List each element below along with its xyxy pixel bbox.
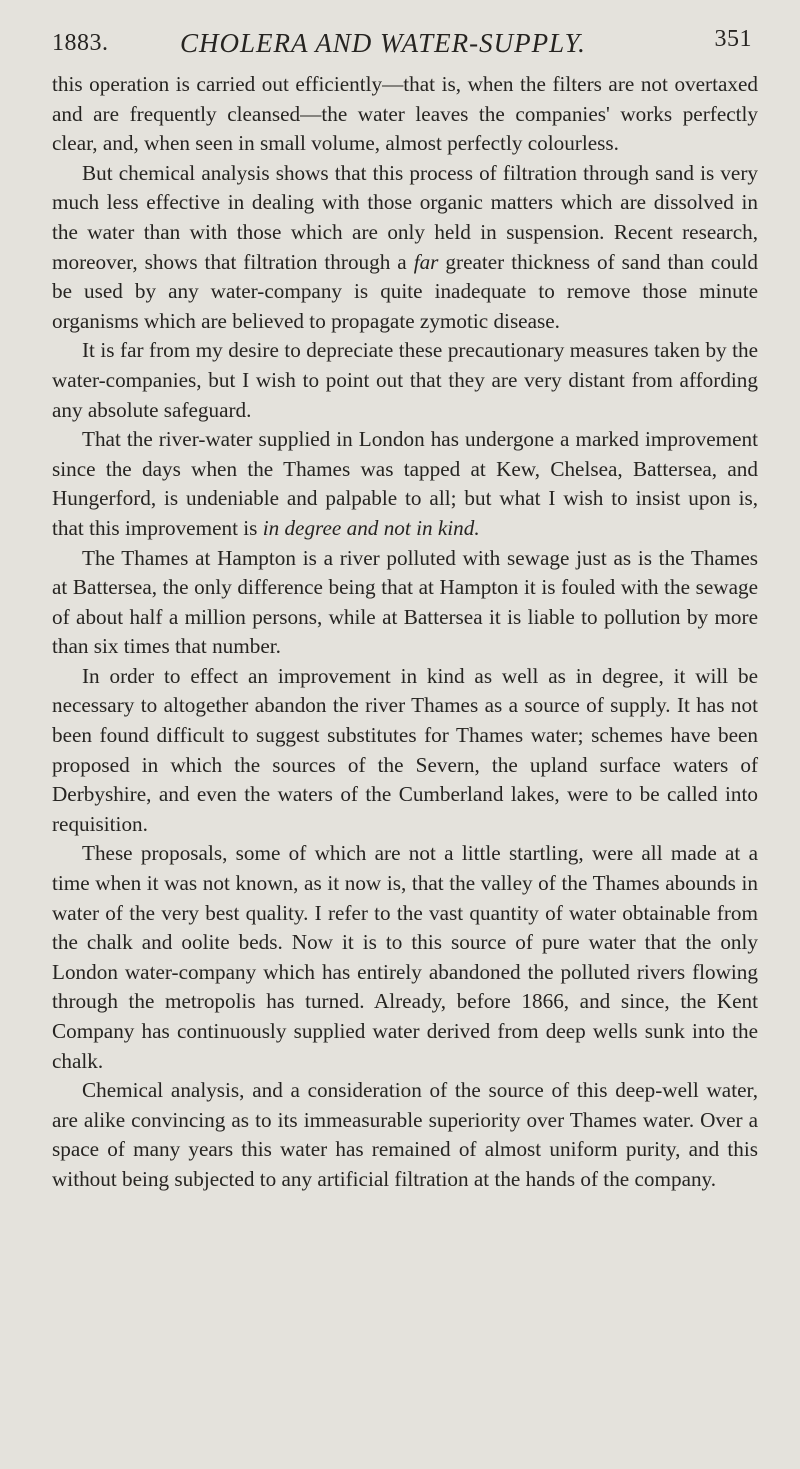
page-number: 351 xyxy=(714,26,752,52)
body-text xyxy=(52,70,758,1195)
paragraph-5: The Thames at Hampton is a river polluted with sewage just as is the Thames at Battersea, the only difference being that at Hampton it is fouled with the sewage of about half a million persons, while at Battersea it is liable to pollution by more than six times that number. xyxy=(52,545,758,659)
running-header xyxy=(52,24,758,66)
paragraph-4-text: That the river-water supplied in London has undergone a marked improvement since the days when the Thames was tapped at Kew, Chelsea, Battersea, and Hungerford, is undeniable and palpable to all; but what I wish to insist upon is, that this improvement is xyxy=(52,427,758,540)
running-title: CHOLERA AND WATER-SUPPLY. xyxy=(180,28,586,58)
paragraph-2 xyxy=(52,159,758,337)
paragraph-4 xyxy=(52,425,758,543)
paragraph-1: this operation is carried out efficiently—that is, when the filters are not overtaxed and are frequently cleansed—the water leaves the companies' works perfectly clear, and, when seen in small volume, almost perfectly colourless. xyxy=(52,72,758,156)
emphasis-far: far xyxy=(413,249,439,274)
paragraph-2-text: But chemical analysis shows that this process of filtration through sand is very much less effective in dealing with those organic matters which are dissolved in the water than with those which are only held in suspension. Recent research, moreover, shows that filtration through a far greater thickness of sand than could be used by any water-company is quite inadequate to remove those minute organisms which are believed to propagate zymotic disease. xyxy=(52,160,758,333)
paragraph-8: Chemical analysis, and a consideration of the source of this deep-well water, are alike convincing as to its immeasurable superiority over Thames water. Over a space of many years this water has remained of almost uniform purity, and this without being subjected to any artificial filtration at the hands of the company. xyxy=(52,1078,758,1191)
header-year: 1883. xyxy=(52,30,109,56)
paragraph-6: In order to effect an improvement in kind as well as in degree, it will be necessary to altogether abandon the river Thames as a source of supply. It has not been found difficult to suggest substitutes for Thames water; schemes have been proposed in which the sources of the Severn, the upland surface waters of Derbyshire, and even the waters of the Cumberland lakes, were to be called into requisition. xyxy=(52,663,758,836)
emphasis-in-degree: in degree and not in kind. xyxy=(262,515,480,540)
paragraph-3: It is far from my desire to depreciate these precautionary measures taken by the water-companies, but I wish to point out that they are very distant from affording any absolute safeguard. xyxy=(52,338,758,422)
paragraph-7: These proposals, some of which are not a little startling, were all made at a time when it was not known, as it now is, that the valley of the Thames abounds in water of the very best quality. I refer to the vast quantity of water obtainable from the chalk and oolite beds. Now it is to this source of pure water that the only London water-company which has entirely abandoned the polluted rivers flowing through the metropolis has turned. Already, before 1866, and since, the Kent Company has continuously supplied water derived from deep wells sunk into the chalk. xyxy=(52,841,758,1073)
